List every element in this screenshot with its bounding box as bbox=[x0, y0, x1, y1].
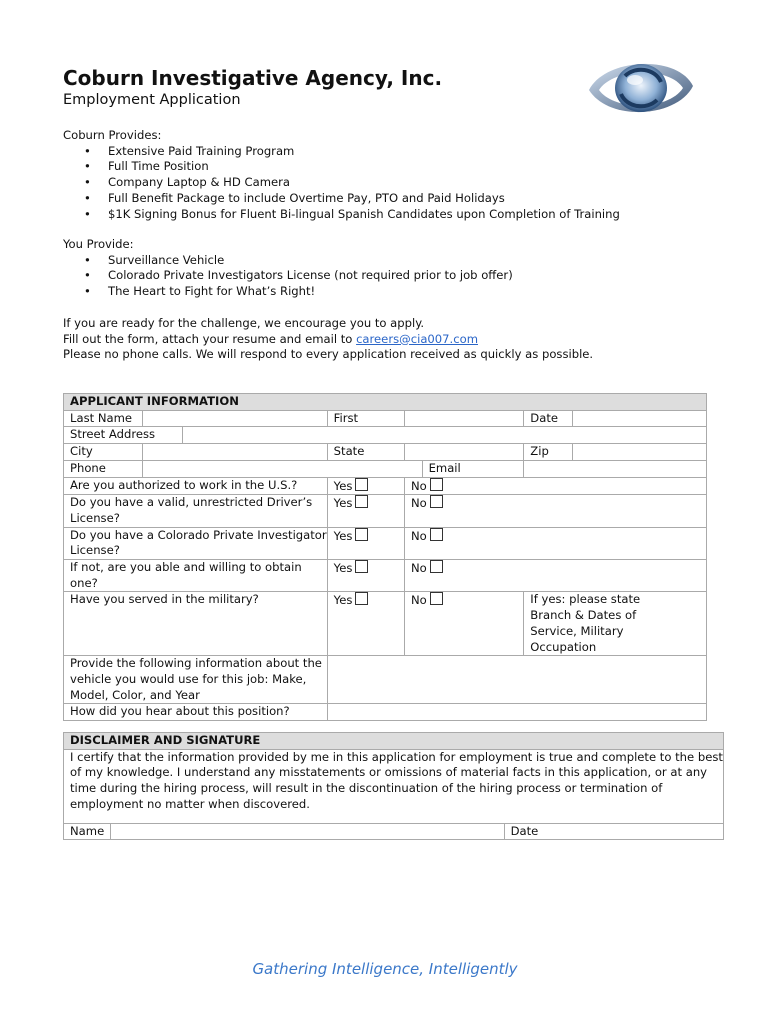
you-provide-list bbox=[63, 253, 513, 300]
city-field[interactable] bbox=[142, 444, 327, 461]
military-details-note[interactable] bbox=[524, 592, 707, 656]
yes-checkbox[interactable] bbox=[355, 478, 368, 491]
date-field[interactable] bbox=[573, 410, 707, 427]
no-label: No bbox=[410, 496, 427, 511]
yes-checkbox[interactable] bbox=[355, 560, 368, 573]
disclaimer-line: time during the hiring process, will result in the discontinuation of the hiring process or termination of bbox=[70, 781, 663, 796]
note-line: Service, Military bbox=[530, 623, 624, 638]
yes-option bbox=[327, 527, 404, 559]
email-field[interactable] bbox=[524, 460, 707, 477]
yes-option bbox=[327, 477, 404, 495]
yes-option bbox=[327, 495, 404, 527]
email-label: Email bbox=[422, 460, 524, 477]
zip-field[interactable] bbox=[573, 444, 707, 461]
disclaimer-heading: DISCLAIMER AND SIGNATURE bbox=[64, 733, 724, 750]
intro-paragraph bbox=[63, 316, 593, 363]
no-checkbox[interactable] bbox=[430, 528, 443, 541]
label-line: Provide the following information about the bbox=[70, 656, 322, 671]
list-item: • Surveillance Vehicle bbox=[108, 253, 513, 269]
yes-label: Yes bbox=[333, 593, 353, 608]
question-line: License? bbox=[70, 543, 120, 558]
no-label: No bbox=[410, 478, 427, 493]
you-provide-heading: You Provide: bbox=[63, 237, 134, 251]
first-name-label: First bbox=[327, 410, 404, 427]
last-name-field[interactable] bbox=[142, 410, 327, 427]
street-address-field[interactable] bbox=[183, 427, 707, 444]
note-line: Occupation bbox=[530, 639, 597, 654]
eye-logo-icon bbox=[585, 48, 697, 128]
intro-line-3: Please no phone calls. We will respond to every application received as quickly as possible. bbox=[63, 347, 594, 362]
street-address-label: Street Address bbox=[64, 427, 183, 444]
vehicle-info-field[interactable] bbox=[327, 656, 706, 704]
list-item: • $1K Signing Bonus for Fluent Bi-lingual Spanish Candidates upon Completion of Training bbox=[108, 207, 620, 223]
phone-label: Phone bbox=[64, 460, 143, 477]
company-title: Coburn Investigative Agency, Inc. bbox=[63, 66, 443, 90]
yes-label: Yes bbox=[333, 561, 353, 576]
list-item: • The Heart to Fight for What’s Right! bbox=[108, 284, 513, 300]
signature-date-field[interactable] bbox=[504, 823, 723, 840]
applicant-info-heading: APPLICANT INFORMATION bbox=[64, 394, 707, 411]
phone-field[interactable] bbox=[142, 460, 422, 477]
question-military: Have you served in the military? bbox=[64, 592, 328, 656]
no-checkbox[interactable] bbox=[430, 495, 443, 508]
question-pi-license bbox=[64, 527, 328, 559]
question-line: Do you have a valid, unrestricted Driver’s bbox=[70, 495, 313, 510]
disclaimer-text bbox=[64, 749, 724, 823]
question-authorized: Are you authorized to work in the U.S.? bbox=[64, 477, 328, 495]
label-line: Model, Color, and Year bbox=[70, 687, 200, 702]
provides-heading: Coburn Provides: bbox=[63, 128, 162, 142]
hear-about-label: How did you hear about this position? bbox=[64, 704, 328, 721]
no-checkbox[interactable] bbox=[430, 478, 443, 491]
label-line: vehicle you would use for this job: Make, bbox=[70, 671, 307, 686]
list-item: • Full Benefit Package to include Overtime Pay, PTO and Paid Holidays bbox=[108, 191, 620, 207]
no-option bbox=[404, 477, 706, 495]
note-line: If yes: please state bbox=[530, 592, 641, 607]
list-item: • Company Laptop & HD Camera bbox=[108, 175, 620, 191]
applicant-information-table bbox=[63, 393, 707, 721]
yes-checkbox[interactable] bbox=[355, 495, 368, 508]
footer-tagline: Gathering Intelligence, Intelligently bbox=[252, 960, 518, 978]
no-checkbox[interactable] bbox=[430, 560, 443, 573]
intro-line-2 bbox=[63, 332, 593, 348]
last-name-label: Last Name bbox=[64, 410, 143, 427]
no-label: No bbox=[410, 561, 427, 576]
intro-line-2-text: Fill out the form, attach your resume and email to bbox=[63, 331, 357, 346]
question-drivers-license bbox=[64, 495, 328, 527]
state-field[interactable] bbox=[404, 444, 523, 461]
vehicle-info-label bbox=[64, 656, 328, 704]
careers-email-link[interactable]: careers@cia007.com bbox=[356, 331, 478, 346]
no-option bbox=[404, 592, 523, 656]
yes-option bbox=[327, 592, 404, 656]
city-label: City bbox=[64, 444, 143, 461]
document-subtitle: Employment Application bbox=[63, 92, 241, 108]
yes-checkbox[interactable] bbox=[355, 528, 368, 541]
no-label: No bbox=[410, 593, 427, 608]
coburn-provides-section bbox=[63, 128, 620, 222]
zip-label: Zip bbox=[524, 444, 573, 461]
disclaimer-line: employment no matter when discovered. bbox=[70, 796, 310, 811]
date-label: Date bbox=[510, 823, 539, 838]
yes-checkbox[interactable] bbox=[355, 592, 368, 605]
list-item: • Colorado Private Investigators License (not required prior to job offer) bbox=[108, 268, 513, 284]
yes-option bbox=[327, 560, 404, 592]
yes-label: Yes bbox=[333, 478, 353, 493]
disclaimer-line: I certify that the information provided by me in this application for employment is true and complete to the best bbox=[70, 749, 723, 764]
question-line: License? bbox=[70, 510, 120, 525]
name-field[interactable] bbox=[111, 823, 504, 840]
no-option bbox=[404, 495, 706, 527]
question-line: one? bbox=[70, 575, 98, 590]
you-provide-section bbox=[63, 237, 513, 300]
no-option bbox=[404, 527, 706, 559]
question-line: Do you have a Colorado Private Investigator bbox=[70, 527, 327, 542]
no-checkbox[interactable] bbox=[430, 592, 443, 605]
list-item: • Full Time Position bbox=[108, 159, 620, 175]
disclaimer-line: of my knowledge. I understand any misstatements or omissions of material facts in this application, or at any bbox=[70, 765, 708, 780]
date-label: Date bbox=[524, 410, 573, 427]
no-label: No bbox=[410, 528, 427, 543]
no-option bbox=[404, 560, 706, 592]
list-item: • Extensive Paid Training Program bbox=[108, 144, 620, 160]
provides-list bbox=[63, 144, 620, 223]
disclaimer-signature-table bbox=[63, 732, 724, 840]
question-line: If not, are you able and willing to obtain bbox=[70, 560, 302, 575]
intro-line-1: If you are ready for the challenge, we encourage you to apply. bbox=[63, 316, 425, 330]
question-obtain-license bbox=[64, 560, 328, 592]
first-name-field[interactable] bbox=[404, 410, 523, 427]
name-label: Name bbox=[64, 823, 111, 840]
hear-about-field[interactable] bbox=[327, 704, 706, 721]
state-label: State bbox=[327, 444, 404, 461]
yes-label: Yes bbox=[333, 528, 353, 543]
yes-label: Yes bbox=[333, 496, 353, 511]
note-line: Branch & Dates of bbox=[530, 608, 637, 623]
